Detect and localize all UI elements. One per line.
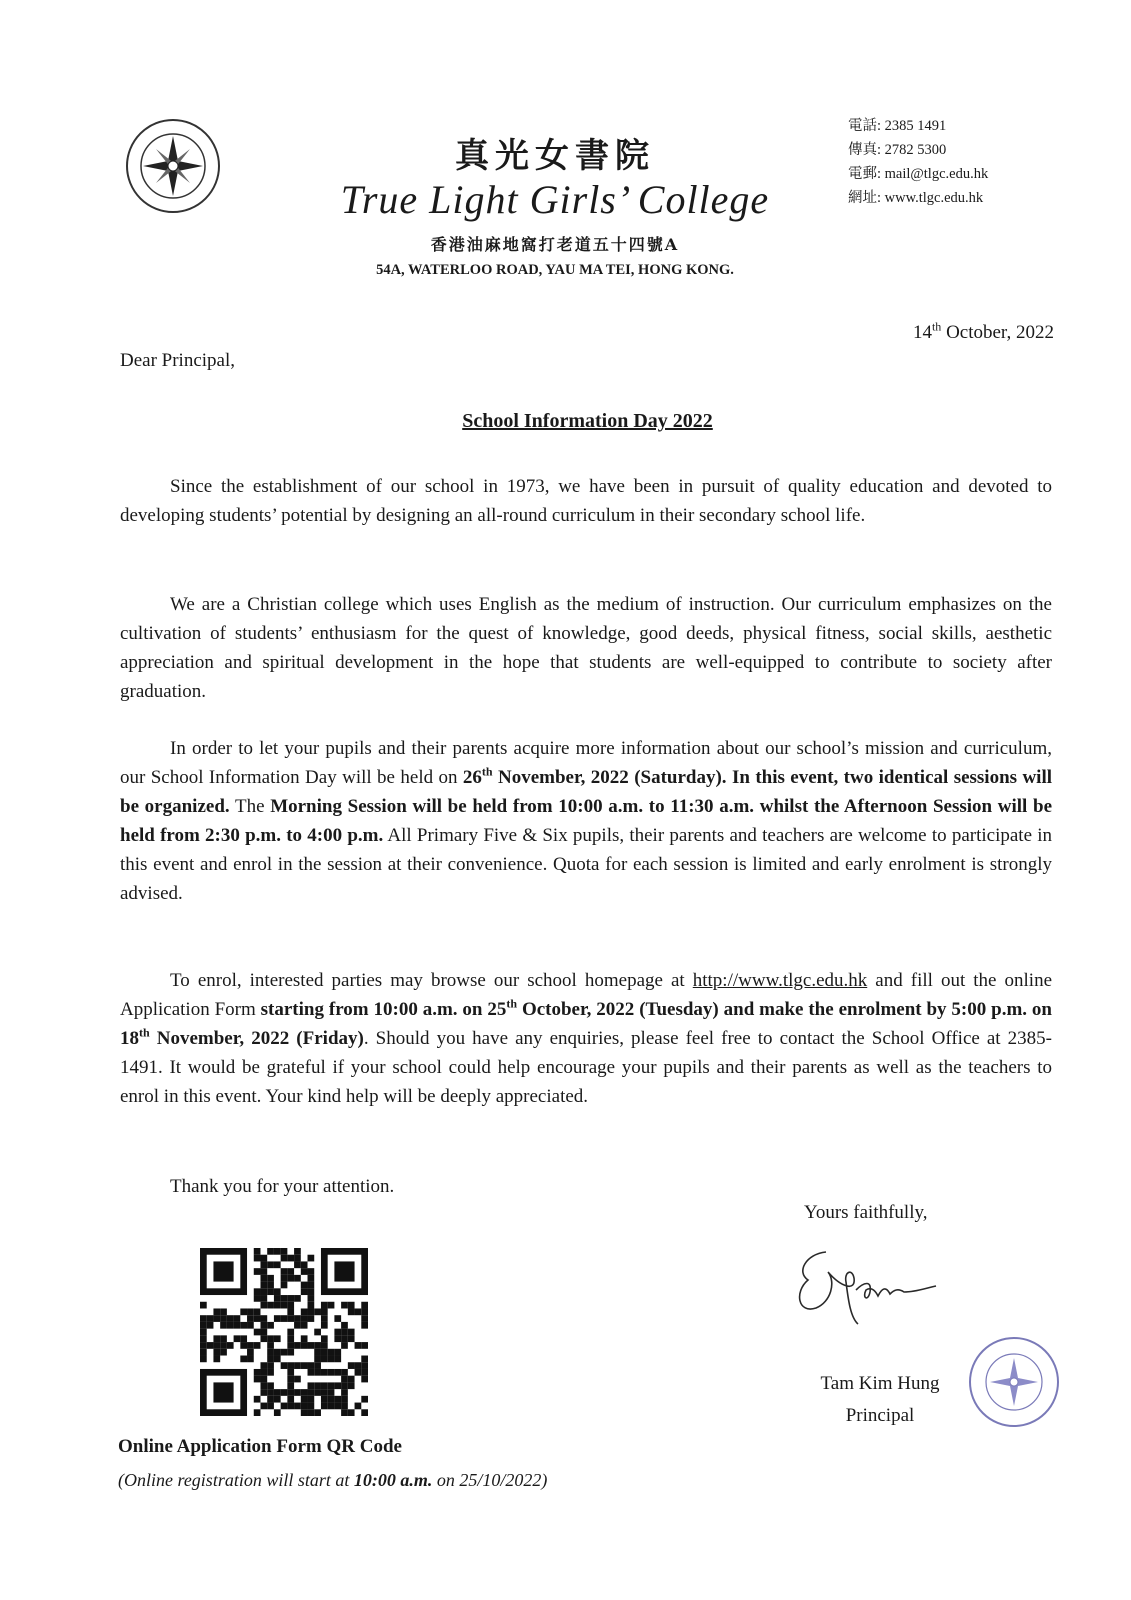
signer-block bbox=[790, 1368, 970, 1432]
signer-title: Principal bbox=[845, 1405, 915, 1426]
homepage-link[interactable]: http://www.tlgc.edu.hk bbox=[692, 970, 868, 991]
school-address-english: 54A, WATERLOO ROAD, YAU MA TEI, HONG KONG. bbox=[376, 262, 734, 278]
letter-date: 14th October, 2022 bbox=[912, 319, 1054, 343]
contact-fax: 傳真: 2782 5300 bbox=[848, 142, 947, 158]
school-seal-icon bbox=[968, 1336, 1060, 1428]
contact-block bbox=[848, 114, 1088, 210]
school-name-english: True Light Girls’ College bbox=[340, 177, 770, 222]
school-crest-icon bbox=[108, 116, 238, 216]
qr-code-note: (Online registration will start at 10:00 a.m. on 25/10/2022) bbox=[118, 1470, 548, 1490]
paragraph-history: Since the establishment of our school in 1973, we have been in pursuit of quality education and devoted to developing students’ potential by designing an all-round curriculum in their secondary school life. bbox=[120, 476, 1052, 526]
school-name-chinese: 真光女書院 bbox=[455, 136, 655, 176]
qr-code-label: Online Application Form QR Code bbox=[118, 1436, 402, 1457]
paragraph-curriculum: We are a Christian college which uses English as the medium of instruction. Our curriculum emphasizes on the cultivation of students’ enthusiasm for the quest of knowledge, good deeds, physical fitness, social skills, aesthetic appreciation and spiritual development in the hope that students are well-equipped to contribute to society after graduation. bbox=[120, 594, 1052, 702]
signature-icon bbox=[786, 1242, 956, 1332]
contact-email[interactable]: 電郵: mail@tlgc.edu.hk bbox=[848, 166, 989, 182]
qr-code-icon[interactable] bbox=[200, 1248, 368, 1416]
signer-name: Tam Kim Hung bbox=[820, 1373, 940, 1394]
contact-website[interactable]: 網址: www.tlgc.edu.hk bbox=[848, 190, 984, 206]
paragraph-event-details: In order to let your pupils and their parents acquire more information about our school’s mission and curriculum, our School Information Day will be held on 26th November, 2022 (Saturday). In this event, two identical sessions will be organized. The Morning Session will be held from 10:00 a.m. to 11:30 a.m. whilst the Afternoon Session will be held from 2:30 p.m. to 4:00 p.m. All Primary Five & Six pupils, their parents and teachers are welcome to participate in this event and enrol in the session at their convenience. Quota for each session is limited and early enrolment is strongly advised. bbox=[120, 738, 1053, 904]
letter-title: School Information Day 2022 bbox=[462, 410, 713, 432]
paragraph-enrolment: To enrol, interested parties may browse our school homepage at http://www.tlgc.edu.hk and fill out the online Application Form starting from 10:00 a.m. on 25th October, 2022 (Tuesday) and make the enrolment by 5:00 p.m. on 18th November, 2022 (Friday). Should you have any enquiries, please feel free to contact the School Office at 2385-1491. It would be grateful if your school could help encourage your pupils and their parents as well as the teachers to enrol in this event. Your kind help will be deeply appreciated. bbox=[120, 970, 1053, 1107]
paragraph-thanks: Thank you for your attention. bbox=[170, 1176, 395, 1197]
school-address-chinese: 香港油麻地窩打老道五十四號A bbox=[430, 235, 680, 254]
contact-phone: 電話: 2385 1491 bbox=[848, 118, 947, 134]
closing: Yours faithfully, bbox=[804, 1202, 928, 1223]
salutation: Dear Principal, bbox=[120, 350, 236, 371]
